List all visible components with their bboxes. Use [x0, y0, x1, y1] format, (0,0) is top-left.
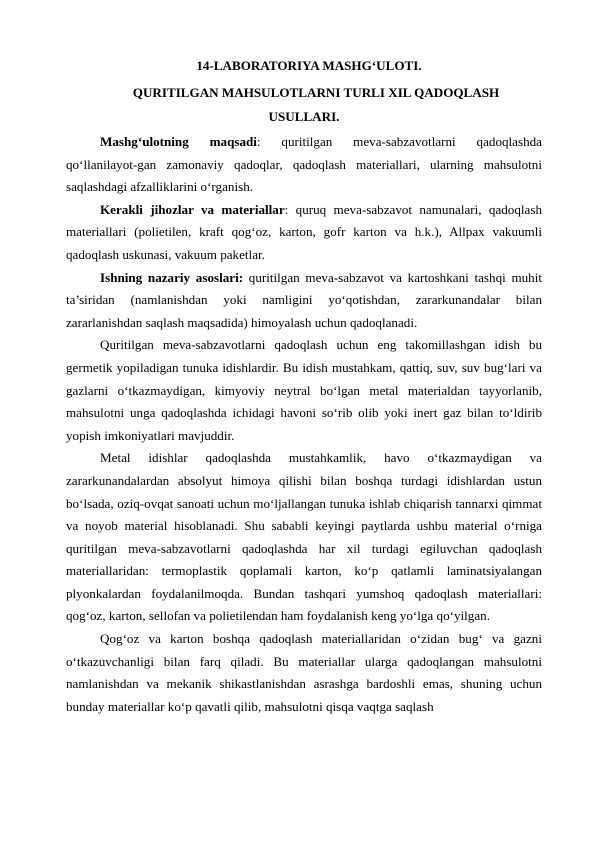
subtitle-line-2: USULLARI. — [268, 109, 340, 124]
paragraph-tin-containers: Quritilgan meva-sabzavotlarni qadoqlash uchun eng takomillashgan idish bu germetik yopiladigan tunuka idishlardir. Bu idish mustahkam, qattiq, suv, suv bug‘lari va gazlarni o‘tkazmaydigan, kimyoviy neytral bo‘lgan metal materialdan tayyorlanib, mahsulotni unga qadoqlashda ichidagi havoni so‘rib olib yoki inert gaz bilan to‘ldirib yopish imkoniyatlari mavjuddir. — [66, 337, 542, 443]
theory-label: Ishning nazariy asoslari: — [100, 269, 244, 285]
paragraph-purpose — [66, 131, 542, 199]
theory-text: quritilgan meva-sabzavot va kartoshkani tashqi muhit ta’siridan (namlanishdan yoki namligini yo‘qotishdan, zararkunandalar bilan zararlanishdan saqlash maqsadida) himoyalash uchun qadoqlanadi. — [66, 269, 543, 330]
equipment-label: Kerakli jihozlar va materiallar — [100, 201, 285, 217]
lab-subtitle — [66, 81, 542, 129]
lab-title: 14-LABORATORIYA MASHG‘ULOTI. — [196, 58, 422, 73]
subtitle-line-1: QURITILGAN MAHSULOTLARNI TURLI XIL QADOQLASH — [132, 85, 500, 100]
paragraph-theory — [66, 267, 542, 335]
paragraph-equipment — [66, 199, 542, 267]
equipment-text: : quruq meva-sabzavot namunalari, qadoqlash materiallari (polietilen, kraft qog‘oz, karton, gofr karton va h.k.), Allpax vakuumli qadoqlash uskunasi, vakuum paketlar. — [66, 201, 542, 262]
purpose-text: : quritilgan meva-sabzavotlarni qadoqlashda qo‘llanilayot-gan zamonaviy qadoqlar, qadoqlash materiallari, ularning mahsulotni saqlashdagi afzalliklarini o‘rganish. — [66, 134, 542, 195]
paragraph-paper-cardboard: Qog‘oz va karton boshqa qadoqlash materiallaridan o‘zidan bug‘ va gazni o‘tkazuvchanligi bilan farq qiladi. Bu materiallar ularga qadoqlangan mahsulotni namlanishdan va mekanik shikastlanishdan asrashga bardoshli emas, shuning uchun bunday materiallar ko‘p qavatli qilib, mahsulotni qisqa vaqtga saqlash — [66, 631, 542, 714]
paragraph-metal-containers: Metal idishlar qadoqlashda mustahkamlik, havo o‘tkazmaydigan va zararkunandalardan absolyut himoya qilishi bilan boshqa turdagi idishlardan ustun bo‘lsada, oziq-ovqat sanoati uchun mo‘ljallangan tunuka ishlab chiqarish tannarxi qimmat va noyob material hisoblanadi. Shu sababli keyingi paytlarda ushbu material o‘rniga quritilgan meva-sabzavotlarni qadoqlashda har xil turdagi egiluvchan qadoqlash materiallaridan: termoplastik qoplamali karton, ko‘p qatlamli laminatsiyalangan plyonkalardan foydalanilmoqda. Bundan tashqari yumshoq qadoqlash materiallari: qog‘oz, karton, sellofan va polietilendan ham foydalanish keng yo‘lga qo‘yilgan. — [66, 450, 542, 624]
purpose-label: Mashg‘ulotning maqsadi — [100, 134, 257, 149]
